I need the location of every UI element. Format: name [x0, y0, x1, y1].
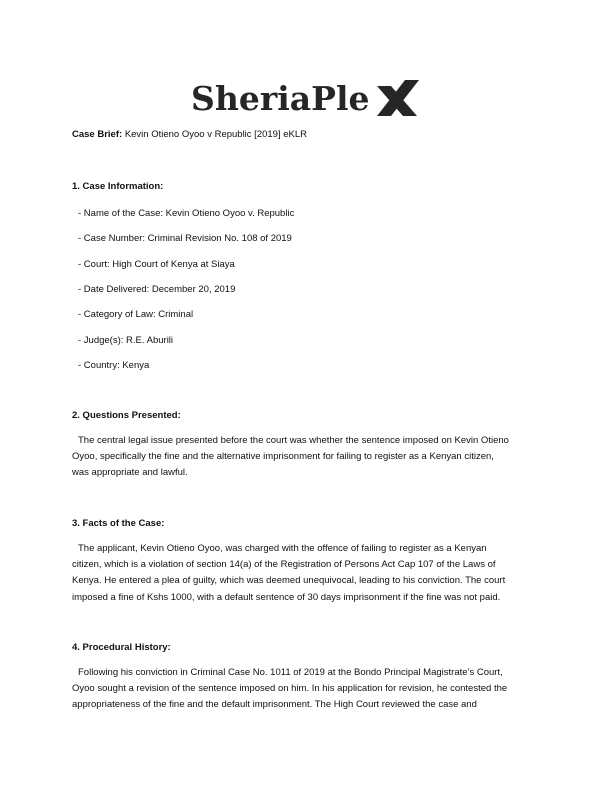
- paragraph-line: Following his conviction in Criminal Case No. 1011 of 2019 at the Bondo Principal Magistrate’s Court,: [78, 667, 503, 678]
- case-brief-title: [72, 128, 307, 141]
- category-of-law-item: - Category of Law: Criminal: [78, 309, 194, 320]
- paragraph-line: citizen, which is a violation of section 14(a) of the Registration of Persons Act Cap 107 of the Laws of: [72, 559, 496, 571]
- procedural-history-paragraph: [72, 665, 542, 714]
- sheriaplex-logo: [0, 74, 612, 124]
- logo-text: SheriaPle: [191, 79, 370, 118]
- procedural-history-heading: 4. Procedural History:: [72, 642, 171, 653]
- paragraph-line: The applicant, Kevin Otieno Oyoo, was charged with the offence of failing to register as a Kenyan: [78, 543, 487, 554]
- questions-presented-paragraph: [72, 433, 542, 482]
- date-delivered-item: - Date Delivered: December 20, 2019: [78, 284, 236, 295]
- logo-x-mark: [377, 80, 419, 116]
- case-number-item: - Case Number: Criminal Revision No. 108 of 2019: [78, 233, 292, 244]
- questions-presented-heading: 2. Questions Presented:: [72, 410, 181, 421]
- judges-item: - Judge(s): R.E. Aburili: [78, 335, 174, 346]
- facts-heading: 3. Facts of the Case:: [72, 518, 165, 529]
- paragraph-line: imposed a fine of Kshs 1000, with a default sentence of 30 days imprisonment if the fine was not paid.: [72, 591, 501, 603]
- paragraph-line: Oyoo sought a revision of the sentence imposed on him. In his application for revision, he contested the: [72, 683, 508, 695]
- paragraph-line: The central legal issue presented before the court was whether the sentence imposed on Kevin Otieno: [78, 435, 509, 446]
- case-brief-label: Case Brief:: [72, 129, 123, 140]
- paragraph-line: Kenya. He entered a plea of guilty, which was deemed unequivocal, leading to his conviction. The court: [72, 575, 506, 587]
- paragraph-line: Oyoo, specifically the fine and the alternative imprisonment for failing to register as a Kenyan citizen,: [72, 451, 494, 463]
- sheriaplex-logo-mark: [191, 74, 421, 120]
- paragraph-line: appropriateness of the fine and the default imprisonment. The High Court reviewed the case and: [72, 699, 477, 711]
- court-item: - Court: High Court of Kenya at Siaya: [78, 259, 235, 270]
- country-item: - Country: Kenya: [78, 360, 150, 371]
- case-information-heading: 1. Case Information:: [72, 181, 164, 192]
- paragraph-line: was appropriate and lawful.: [72, 467, 188, 479]
- facts-paragraph: [72, 541, 542, 606]
- case-name-item: - Name of the Case: Kevin Otieno Oyoo v. Republic: [78, 208, 295, 219]
- case-brief-value: Kevin Otieno Oyoo v Republic [2019] eKLR: [124, 129, 308, 140]
